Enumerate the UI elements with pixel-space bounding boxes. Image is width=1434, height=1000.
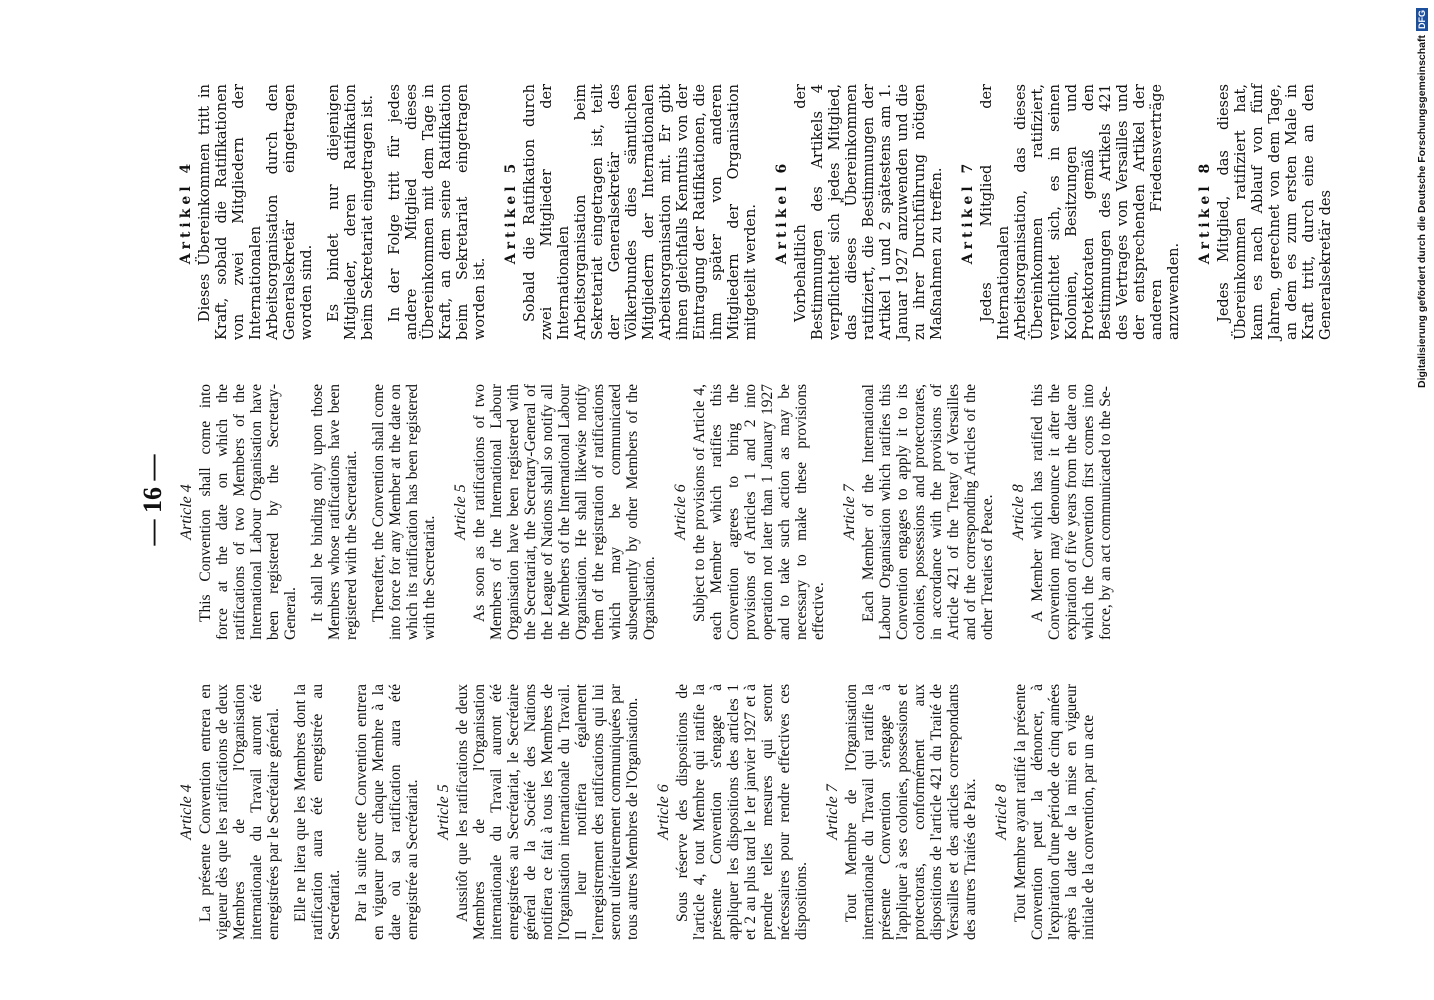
article-paragraph: As soon as the ratifications of two Members of the International Labour Organisation have been registered with the Secretariat, the Secretary-General of the League of Nations shall so notify all the Members of the International Labour Organisation. He shall likewise notify them of the registration of ratifications which may be communicated subsequently by other Members of the Organisation. [471,384,658,640]
article-paragraph: Tout Membre de l'Organisation internationale du Travail qui ratifie la présente Convention s'engage à l'appliquer à ses colonies, possessions et protectorats, conformément aux dispositions de l'article 421 du Traité de Versailles et des articles correspondants des autres Traités de Paix. [843,684,979,940]
article-title: Artikel 5 [503,159,519,265]
article-paragraph: Sobald die Ratifikation durch zwei Mitglieder der Internationalen Arbeitsorganisation beim Sekretariat eingetragen ist, teilt der Generalsekretär des Völkerbundes dies sämtlichen Mitgliedern der Internationalen Arbeitsorganisation mit. Er gibt ihnen gleichfalls Kenntnis von der Eintragung der Ratifikationen, die ihm später von anderen Mitgliedern der Organisation mitgeteilt werden. [522,84,759,340]
column-english [178,384,1128,640]
article-title: Article 5 [452,484,469,540]
article-title: Artikel 7 [960,159,976,265]
article-paragraph: Aussitôt que les ratifications de deux Membres de l'Organisation internationale du Travail auront été enregistrées au Secrétariat, le Secrétaire général de la Société des Nations notifiera ce fait à tous les Membres de l'Organisation internationale du Travail. Il leur notifiera également l'enregistrement des ratifications qui lui seront ultérieurement communiquées par tous autres Membres de l'Organisation. [454,684,641,940]
article-title: Artikel 6 [774,159,790,265]
article-paragraph: Par la suite cette Convention entrera en vigueur pour chaque Membre à la date où sa ratification aura été enregistrée au Secrétariat. [353,684,421,940]
article-paragraph: Subject to the provisions of Article 4, each Member which ratifies this Convention agrees to bring the provisions of Articles 1 and 2 into operation not later than 1 January 1927 and to take such action as may be necessary to make these provisions effective. [691,384,827,640]
article-block [993,684,1097,940]
article-block [435,684,641,940]
attribution-strip [1414,8,1430,392]
article-block [1197,84,1335,340]
article-paragraph: Each Member of the International Labour Organisation which ratifies this Convention engages to apply it to its colonies, possessions and protectorates, in accordance with the provisions of Article 421 of the Treaty of Versailles and of the corresponding Articles of the other Treaties of Peace. [860,384,996,640]
article-paragraph: A Member which has ratified this Convention may denounce it after the expiration of five years from the date on which the Convention first comes into force, by an act communicated to the Se- [1029,384,1114,640]
article-block [178,384,438,640]
article-title: Article 6 [672,484,689,540]
article-paragraph: Thereafter, the Convention shall come into force for any Member at the date on which its ratification has been registered with the Secretariat. [370,384,438,640]
article-block [672,384,827,640]
article-paragraph: Sous réserve des dispositions de l'article 4, tout Membre qui ratifie la présente Convention s'engage à appliquer les dispositions des articles 1 et 2 au plus tard le 1er janvier 1927 et à prendre telles mesures qui seront nécessaires pour rendre effectives ces dispositions. [674,684,810,940]
article-paragraph: Jedes Mitglied der Internationalen Arbeitsorganisation, das dieses Übereinkommen ratifiziert, verpflichtet sich, es in seinen Kolonien, Besitzungen und Protektoraten gemäß den Bestimmungen des Artikels 421 des Vertrages von Versailles und der entsprechenden Artikel der anderen Friedensverträge anzuwenden. [979,84,1182,340]
article-block [655,684,810,940]
article-paragraph: Vorbehaltlich der Bestimmungen des Artikels 4 verpflichtet sich jedes Mitglied, das dieses Übereinkommen ratifiziert, die Bestimmungen der Artikel 1 und 2 spätestens am 1. Januar 1927 anzuwenden und die zu ihrer Durchführung nötigen Maßnahmen zu treffen. [793,84,945,340]
rotated-page [128,60,1334,940]
article-title: Article 8 [1010,484,1027,540]
column-french [178,684,1111,940]
article-block [178,684,421,940]
column-german [178,84,1349,340]
article-paragraph: Elle ne liera que les Membres dont la ratification aura été enregistrée au Secrétariat. [292,684,343,940]
article-paragraph: Es bindet nur diejenigen Mitglieder, deren Ratifikation beim Sekretariat eingetragen ist. [326,84,376,340]
attribution-text: Digitalisierung gefördert durch die Deutsche Forschungsgemeinschaft [1416,35,1428,388]
article-paragraph: La présente Convention entrera en vigueur dès que les ratifications de deux Membres de l'Organisation internationale du Travail auront été enregistrées par le Secrétaire général. [197,684,282,940]
article-paragraph: Dieses Übereinkommen tritt in Kraft, sobald die Ratifikationen von zwei Mitgliedern der Internationalen Arbeitsorganisation durch den Generalsekretär eingetragen worden sind. [197,84,315,340]
article-paragraph: It shall be binding only upon those Members whose ratifications have been registered with the Secretariat. [309,384,360,640]
page-number: — 16 — [138,454,167,546]
article-block [178,84,489,340]
article-block [503,84,760,340]
article-block [1010,384,1114,640]
article-title: Article 7 [824,784,841,840]
article-paragraph: This Convention shall come into force at the date on which the ratifications of two Members of the International Labour Organisation have been registered by the Secretary-General. [197,384,299,640]
article-block [841,384,996,640]
article-title: Article 8 [993,784,1010,840]
dfg-logo: DFG [1417,10,1427,29]
article-title: Article 4 [178,484,195,540]
article-block [824,684,979,940]
article-block [452,384,658,640]
article-title: Article 4 [178,784,195,840]
article-title: Article 7 [841,484,858,540]
article-title: Article 5 [435,784,452,840]
article-paragraph: In der Folge tritt für jedes andere Mitglied dieses Übereinkommen mit dem Tage in Kraft, an dem seine Ratifikation beim Sekretariat eingetragen worden ist. [387,84,488,340]
article-paragraph: Tout Membre ayant ratifié la présente Convention peut la dénoncer, à l'expiration d'une période de cinq années après la date de la mise en vigueur initiale de la convention, par un acte [1012,684,1097,940]
article-paragraph: Jedes Mitglied, das dieses Übereinkommen ratifiziert hat, kann es nach Ablauf von fünf Jahren, gerechnet von dem Tage, an dem es zum ersten Male in Kraft tritt, durch eine an den Generalsekretär des [1216,84,1334,340]
article-block [774,84,946,340]
article-title: Article 6 [655,784,672,840]
article-block [960,84,1183,340]
article-title: Artikel 4 [178,159,194,265]
article-title: Artikel 8 [1197,159,1213,265]
